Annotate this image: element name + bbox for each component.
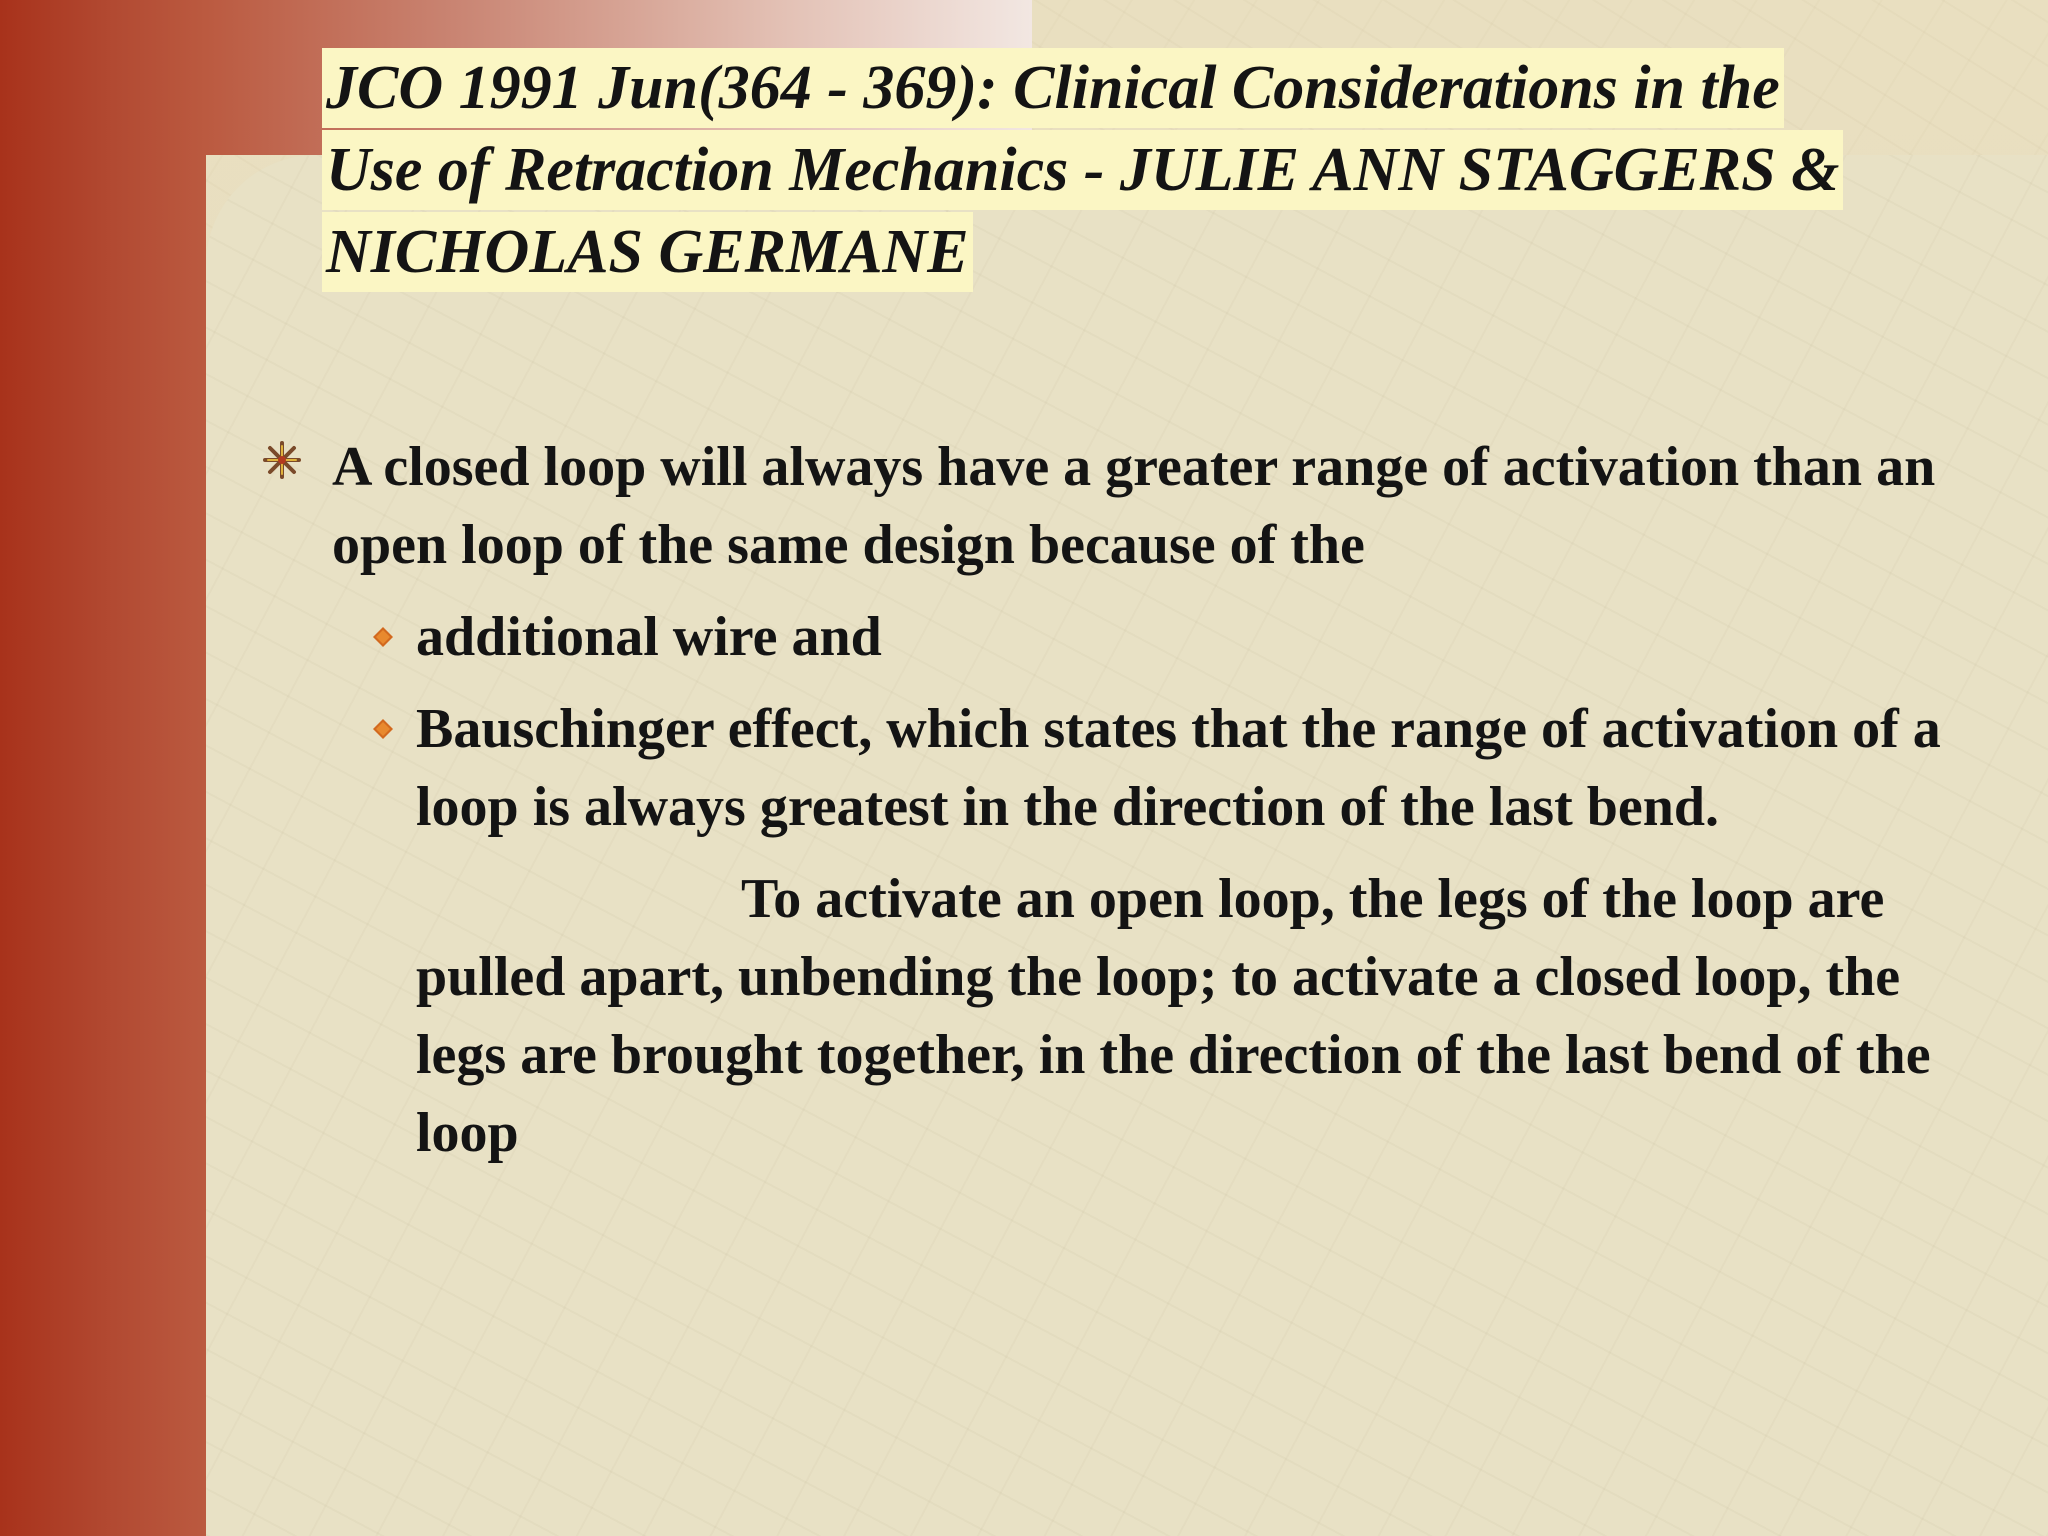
body-paragraph: To activate an open loop, the legs of the loop are pulled apart, unbending the loop; to activate a closed loop, the legs are brought together, in the direction of the last bend of the loop	[416, 868, 1931, 1164]
sub-bullet-item	[416, 690, 1978, 846]
star-burst-icon	[262, 440, 302, 480]
bullet-item	[258, 428, 1978, 584]
left-accent-bar	[0, 0, 206, 1536]
slide-title	[322, 48, 2022, 294]
title-line-3: NICHOLAS GERMANE	[322, 212, 973, 292]
bullet-text: A closed loop will always have a greater range of activation than an open loop of the same design because of the	[332, 436, 1936, 576]
sub-bullet-text: Bauschinger effect, which states that the range of activation of a loop is always greatest in the direction of the last bend.	[416, 698, 1941, 838]
slide-body	[258, 428, 1978, 1172]
sub-bullet-text: additional wire and	[416, 606, 882, 668]
title-line-2: Use of Retraction Mechanics - JULIE ANN STAGGERS &	[322, 130, 1843, 210]
diamond-bullet-icon	[372, 718, 394, 740]
sub-bullet-item	[416, 598, 1978, 676]
title-line-1: JCO 1991 Jun(364 - 369): Clinical Considerations in the	[322, 48, 1784, 128]
diamond-bullet-icon	[372, 626, 394, 648]
